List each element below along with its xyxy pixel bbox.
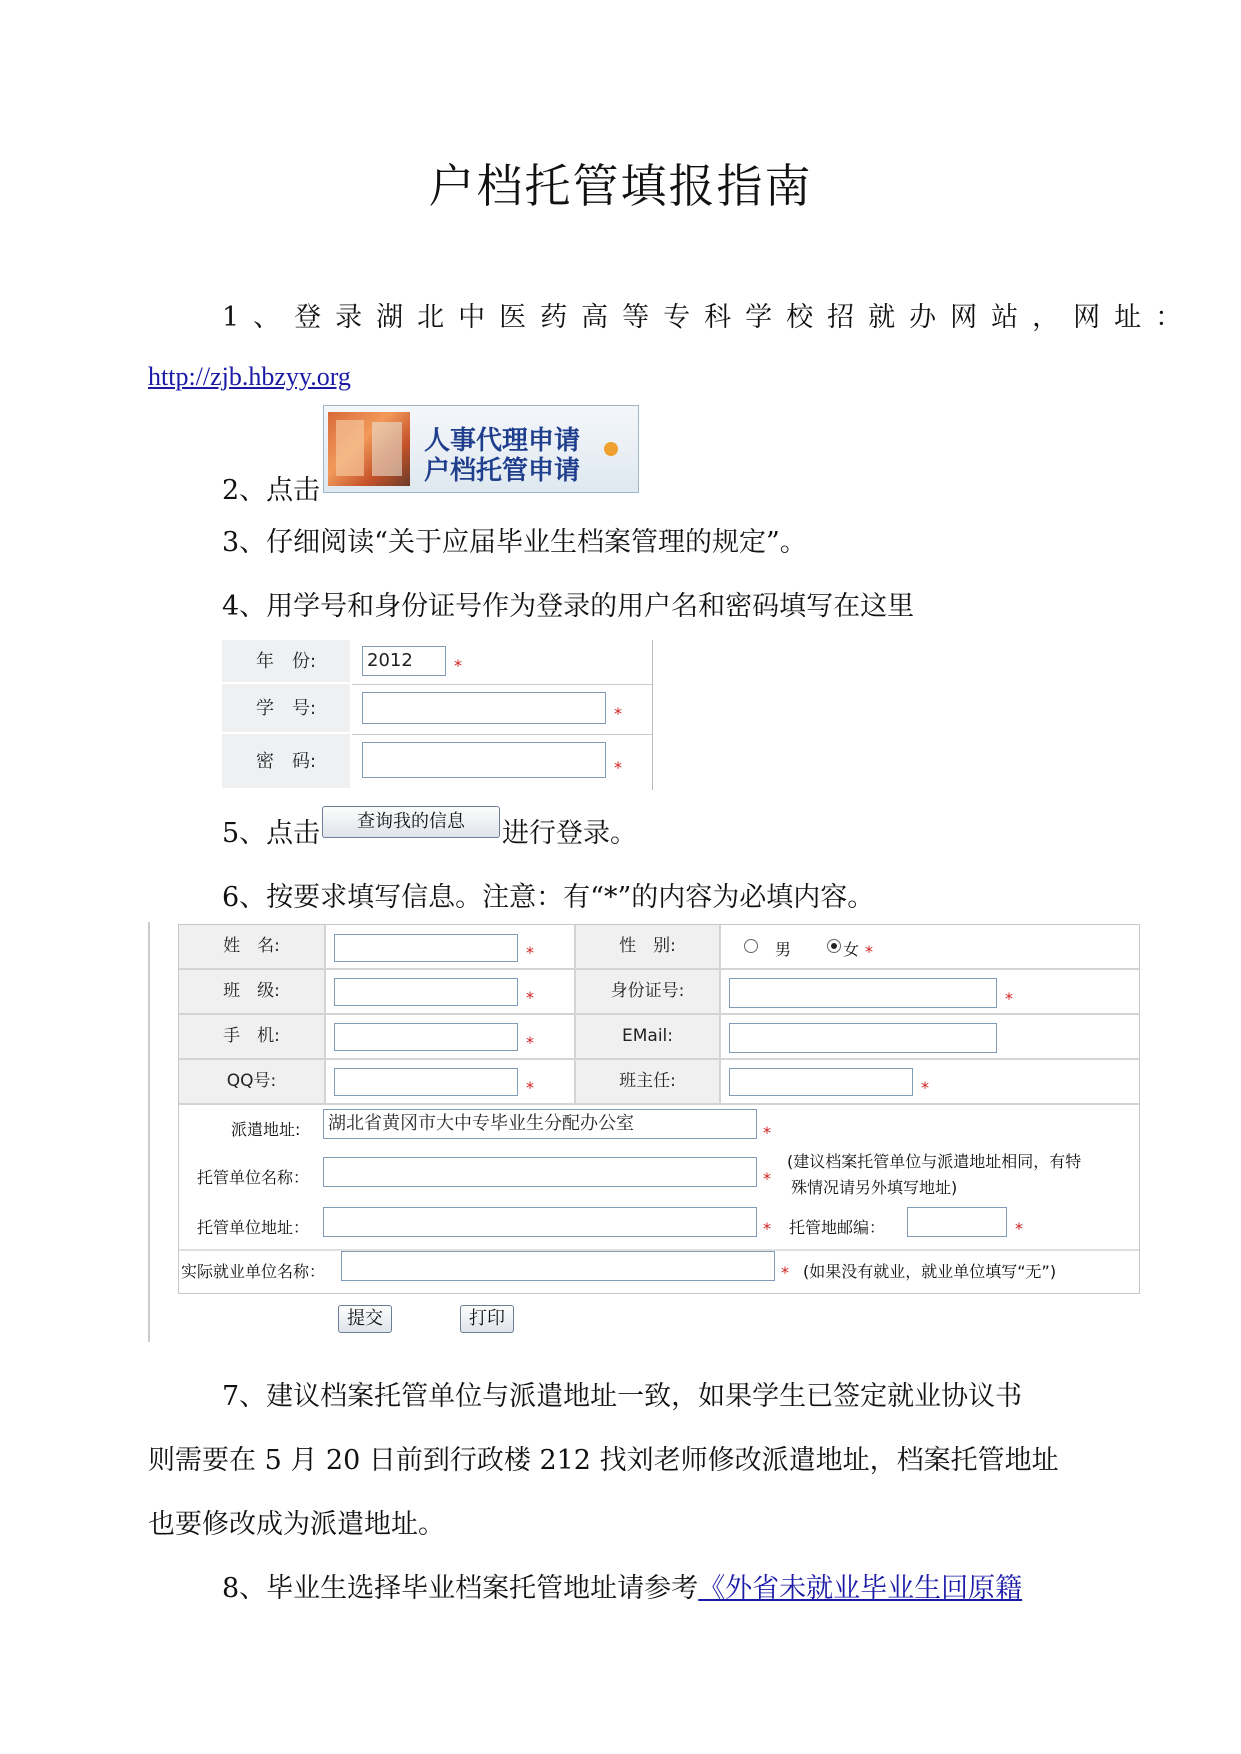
- step-5-prefix: 5、点击: [222, 818, 321, 849]
- gender-female-label: 女: [843, 940, 860, 959]
- qq-input[interactable]: [334, 1068, 518, 1096]
- phone-label: 手 机:: [179, 1015, 324, 1058]
- reference-document-link[interactable]: 《外省未就业毕业生回原籍: [698, 1573, 1023, 1604]
- step-5-suffix: 进行登录。: [502, 818, 637, 849]
- step-7-line-3: 也要修改成为派遣地址。: [148, 1509, 445, 1540]
- step-6-text: 6、按要求填写信息。注意：有“*”的内容为必填内容。: [222, 882, 875, 913]
- headteacher-label: 班主任:: [576, 1060, 719, 1103]
- required-mark: *: [921, 1078, 929, 1097]
- required-mark: *: [1015, 1219, 1023, 1238]
- student-id-label: 学 号:: [222, 684, 350, 734]
- required-mark: *: [526, 1033, 534, 1052]
- id-card-label: 身份证号:: [576, 970, 719, 1013]
- student-id-input[interactable]: [362, 692, 606, 724]
- submit-button[interactable]: 提交: [338, 1305, 392, 1333]
- class-label: 班 级:: [179, 970, 324, 1013]
- required-mark: *: [781, 1263, 789, 1282]
- class-input[interactable]: [334, 978, 518, 1006]
- gender-label: 性 别:: [576, 925, 719, 968]
- required-mark: *: [526, 988, 534, 1007]
- step-8-line: [222, 1566, 1022, 1605]
- year-input[interactable]: 2012: [362, 646, 446, 676]
- postcode-label: 托管地邮编：: [789, 1218, 886, 1237]
- custody-unit-input[interactable]: [323, 1157, 757, 1187]
- employer-input[interactable]: [341, 1251, 775, 1281]
- step-2-text: 2、点击: [222, 475, 321, 506]
- banner-line-1: 人事代理申请: [424, 426, 581, 456]
- custody-unit-label: 托管单位名称：: [197, 1168, 310, 1187]
- step-3-text: 3、仔细阅读“关于应届毕业生档案管理的规定”。: [222, 527, 807, 558]
- banner-line-2: 户档托管申请: [424, 456, 581, 486]
- email-label: EMail:: [576, 1015, 719, 1058]
- required-mark: *: [614, 758, 622, 777]
- id-card-input[interactable]: [729, 978, 997, 1008]
- step-7-line-1: 7、建议档案托管单位与派遣地址一致，如果学生已签定就业协议书: [222, 1381, 1023, 1412]
- required-mark: *: [763, 1219, 771, 1238]
- required-mark: *: [526, 943, 534, 962]
- query-my-info-button[interactable]: 查询我的信息: [322, 806, 500, 838]
- custody-address-label: 托管单位地址：: [197, 1218, 310, 1237]
- password-label: 密 码:: [222, 734, 350, 790]
- personnel-agency-banner-button[interactable]: [323, 405, 639, 493]
- archive-folders-image: [328, 412, 410, 486]
- email-input[interactable]: [729, 1023, 997, 1053]
- year-label: 年 份:: [222, 640, 350, 684]
- website-link[interactable]: http://zjb.hbzyy.org: [148, 362, 351, 391]
- custody-note-line-2: 殊情况请另外填写地址): [791, 1178, 958, 1197]
- gender-male-label: 男: [775, 940, 792, 959]
- gender-male-radio[interactable]: [744, 939, 758, 953]
- phone-input[interactable]: [334, 1023, 518, 1051]
- employer-note: (如果没有就业，就业单位填写“无”): [803, 1262, 1057, 1281]
- step-1-text: 1、登录湖北中医药高等专科学校招就办网站，网址：: [222, 302, 1197, 333]
- qq-label: QQ号:: [179, 1060, 324, 1103]
- step-8-text: 8、毕业生选择毕业档案托管地址请参考: [222, 1573, 699, 1604]
- login-form: [222, 640, 653, 790]
- print-button[interactable]: 打印: [460, 1305, 514, 1333]
- required-mark: *: [454, 656, 462, 675]
- required-mark: *: [526, 1078, 534, 1097]
- password-input[interactable]: [362, 742, 606, 778]
- arrow-icon: [604, 442, 618, 456]
- employer-label: 实际就业单位名称：: [181, 1262, 326, 1281]
- info-form: [148, 922, 1143, 1342]
- name-label: 姓 名:: [179, 925, 324, 968]
- name-input[interactable]: [334, 934, 518, 962]
- step-4-text: 4、用学号和身份证号作为登录的用户名和密码填写在这里: [222, 591, 915, 622]
- dispatch-label: 派遣地址:: [231, 1120, 301, 1139]
- required-mark: *: [1005, 989, 1013, 1008]
- custody-address-input[interactable]: [323, 1207, 757, 1237]
- required-mark: *: [763, 1123, 771, 1142]
- dispatch-input[interactable]: 湖北省黄冈市大中专毕业生分配办公室: [323, 1109, 757, 1139]
- headteacher-input[interactable]: [729, 1068, 913, 1096]
- required-mark: *: [614, 704, 622, 723]
- postcode-input[interactable]: [907, 1207, 1007, 1237]
- step-7-line-2: 则需要在 5 月 20 日前到行政楼 212 找刘老师修改派遣地址，档案托管地址: [148, 1445, 1059, 1476]
- custody-note-line-1: (建议档案托管单位与派遣地址相同，有特: [787, 1152, 1082, 1171]
- gender-female-radio[interactable]: [827, 939, 841, 953]
- required-mark: *: [865, 942, 873, 961]
- page-title: 户档托管填报指南: [428, 159, 813, 213]
- required-mark: *: [763, 1169, 771, 1188]
